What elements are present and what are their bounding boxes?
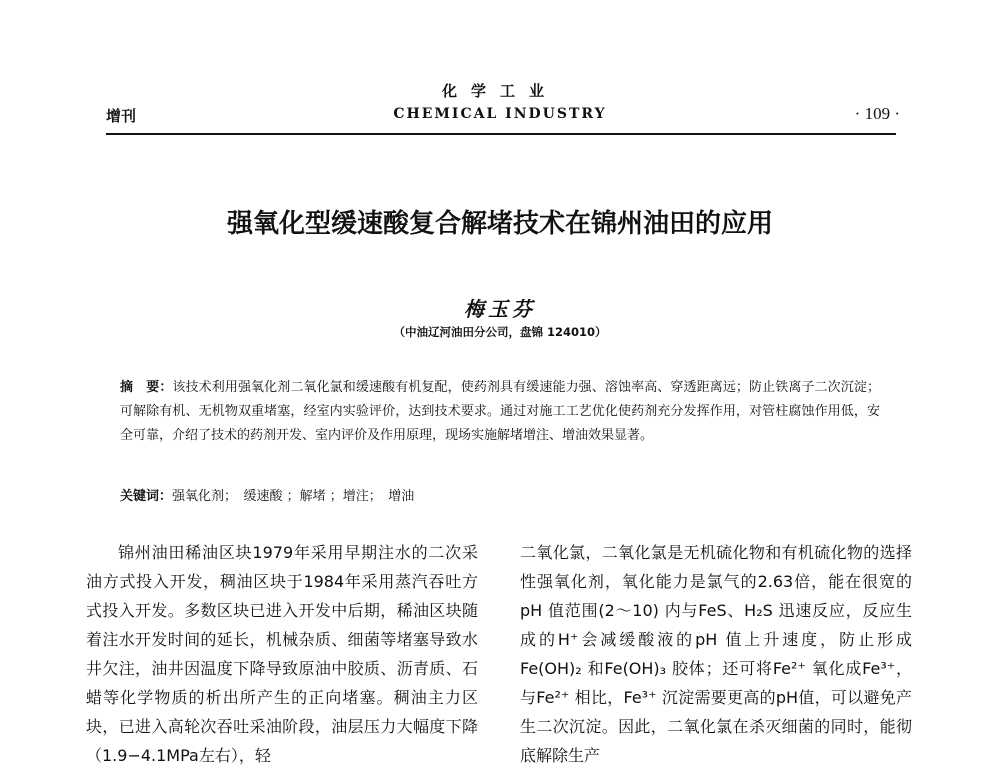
- abstract: [120, 376, 880, 448]
- author-name: 梅玉芬: [464, 297, 536, 321]
- page-number: · 109 ·: [854, 104, 900, 123]
- keywords: [120, 485, 880, 504]
- issue-label: 增刊: [106, 107, 137, 125]
- body-paragraph-left: 锦州油田稀油区块1979年采用早期注水的二次采油方式投入开发，稠油区块于1984年采用蒸汽吞吐方式投入开发。多数区块已进入开发中后期，稀油区块随着注水开发时间的延长，机械杂质、细菌等堵塞导致水井欠注，油井因温度下降导致原油中胶质、沥青质、石蜡等化学物质的析出所产生的正向堵塞。稠油主力区块，已进入高轮次吞吐采油阶段，油层压力大幅度下降（1.9−4.1MPa左右），轻: [86, 543, 478, 765]
- header-rule: [106, 133, 896, 135]
- journal-title-english: CHEMICAL INDUSTRY: [393, 106, 607, 122]
- body-left-column: [86, 538, 478, 770]
- abstract-label: 摘 要：: [120, 380, 173, 395]
- keywords-text: 强氧化剂； 缓速酸 ；解堵 ；增注； 增油: [172, 489, 415, 504]
- article-title: 强氧化型缓速酸复合解堵技术在锦州油田的应用: [226, 209, 773, 239]
- abstract-text: 该技术利用强氧化剂二氧化氯和缓速酸有机复配，使药剂具有缓速能力强、溶蚀率高、穿透距离远；防止铁离子二次沉淀；可解除有机、无机物双重堵塞，经室内实验评价，达到技术要求。通过对施工工艺优化使药剂充分发挥作用，对管柱腐蚀作用低，安全可靠，介绍了技术的药剂开发、室内评价及作用原理，现场实施解堵增注、增油效果显著。: [120, 380, 880, 443]
- journal-title-chinese: 化学工业: [441, 82, 558, 100]
- keywords-label: 关键词：: [120, 489, 173, 504]
- body-paragraph-right: 二氧化氯，二氧化氯是无机硫化物和有机硫化物的选择性强氧化剂，氧化能力是氯气的2.63倍，能在很宽的pH 值范围(2～10) 内与FeS、H₂S 迅速反应，反应生成的H⁺会减缓酸液的pH 值上升速度，防止形成Fe(OH)₂ 和Fe(OH)₃ 胶体；还可将Fe²⁺ 氧化成Fe³⁺，与Fe²⁺ 相比，Fe³⁺ 沉淀需要更高的pH值，可以避免产生二次沉淀。因此，二氧化氯在杀灭细菌的同时，能彻底解除生产: [520, 543, 912, 765]
- body-right-column: [520, 538, 912, 770]
- author-affiliation: （中油辽河油田分公司，盘锦 124010）: [393, 325, 607, 339]
